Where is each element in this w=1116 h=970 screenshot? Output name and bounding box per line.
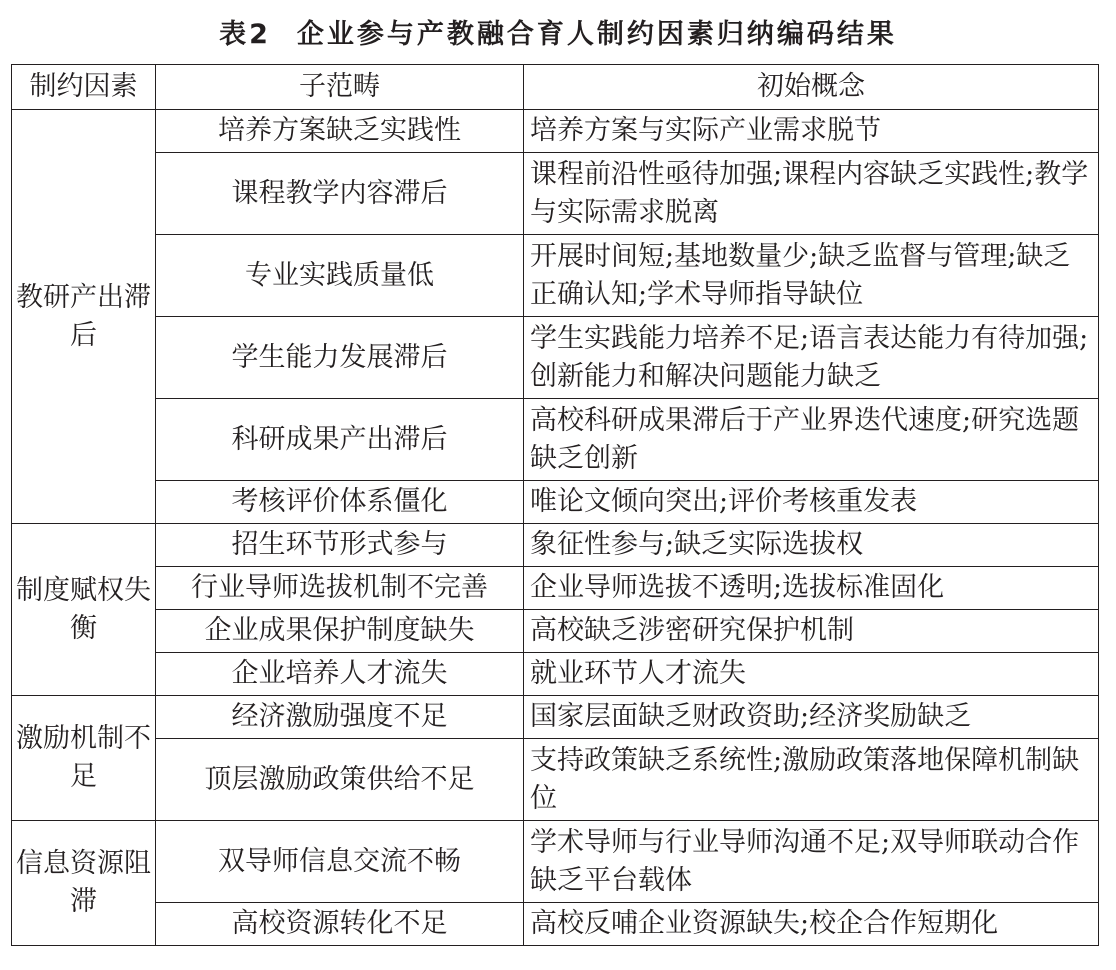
subcategory-cell: 行业导师选拔机制不完善 [156, 567, 524, 610]
table-row [12, 821, 1099, 903]
factor-cell: 激励机制不足 [12, 696, 156, 821]
table-row [12, 110, 1099, 153]
table-caption: 企业参与产教融合育人制约因素归纳编码结果 [296, 19, 897, 50]
header-concept: 初始概念 [524, 65, 1099, 110]
concept-cell: 开展时间短;基地数量少;缺乏监督与管理;缺乏正确认知;学术导师指导缺位 [524, 235, 1099, 317]
header-subcategory: 子范畴 [156, 65, 524, 110]
table-row [12, 903, 1099, 946]
concept-cell: 就业环节人才流失 [524, 653, 1099, 696]
factor-cell: 教研产出滞后 [12, 110, 156, 524]
subcategory-cell: 经济激励强度不足 [156, 696, 524, 739]
table-row [12, 481, 1099, 524]
subcategory-cell: 考核评价体系僵化 [156, 481, 524, 524]
concept-cell: 高校科研成果滞后于产业界迭代速度;研究选题缺乏创新 [524, 399, 1099, 481]
subcategory-cell: 培养方案缺乏实践性 [156, 110, 524, 153]
subcategory-cell: 专业实践质量低 [156, 235, 524, 317]
header-row [12, 65, 1099, 110]
subcategory-cell: 高校资源转化不足 [156, 903, 524, 946]
factor-cell: 制度赋权失衡 [12, 524, 156, 696]
concept-cell: 支持政策缺乏系统性;激励政策落地保障机制缺位 [524, 739, 1099, 821]
table-row [12, 567, 1099, 610]
table-row [12, 610, 1099, 653]
table-number: 表2 [219, 19, 271, 50]
concept-cell: 学生实践能力培养不足;语言表达能力有待加强;创新能力和解决问题能力缺乏 [524, 317, 1099, 399]
subcategory-cell: 学生能力发展滞后 [156, 317, 524, 399]
table-row [12, 696, 1099, 739]
subcategory-cell: 科研成果产出滞后 [156, 399, 524, 481]
table-row [12, 739, 1099, 821]
concept-cell: 高校缺乏涉密研究保护机制 [524, 610, 1099, 653]
subcategory-cell: 企业培养人才流失 [156, 653, 524, 696]
table-row [12, 653, 1099, 696]
concept-cell: 唯论文倾向突出;评价考核重发表 [524, 481, 1099, 524]
factor-cell: 信息资源阻滞 [12, 821, 156, 946]
concept-cell: 培养方案与实际产业需求脱节 [524, 110, 1099, 153]
concept-cell: 企业导师选拔不透明;选拔标准固化 [524, 567, 1099, 610]
table-row [12, 399, 1099, 481]
concept-cell: 象征性参与;缺乏实际选拔权 [524, 524, 1099, 567]
subcategory-cell: 企业成果保护制度缺失 [156, 610, 524, 653]
subcategory-cell: 课程教学内容滞后 [156, 153, 524, 235]
coding-results-table [11, 64, 1099, 946]
subcategory-cell: 招生环节形式参与 [156, 524, 524, 567]
subcategory-cell: 顶层激励政策供给不足 [156, 739, 524, 821]
table-title [0, 12, 1116, 51]
concept-cell: 国家层面缺乏财政资助;经济奖励缺乏 [524, 696, 1099, 739]
concept-cell: 学术导师与行业导师沟通不足;双导师联动合作缺乏平台载体 [524, 821, 1099, 903]
subcategory-cell: 双导师信息交流不畅 [156, 821, 524, 903]
concept-cell: 高校反哺企业资源缺失;校企合作短期化 [524, 903, 1099, 946]
table-row [12, 317, 1099, 399]
table-row [12, 235, 1099, 317]
concept-cell: 课程前沿性亟待加强;课程内容缺乏实践性;教学与实际需求脱离 [524, 153, 1099, 235]
table-row [12, 524, 1099, 567]
table-row [12, 153, 1099, 235]
header-factor: 制约因素 [12, 65, 156, 110]
